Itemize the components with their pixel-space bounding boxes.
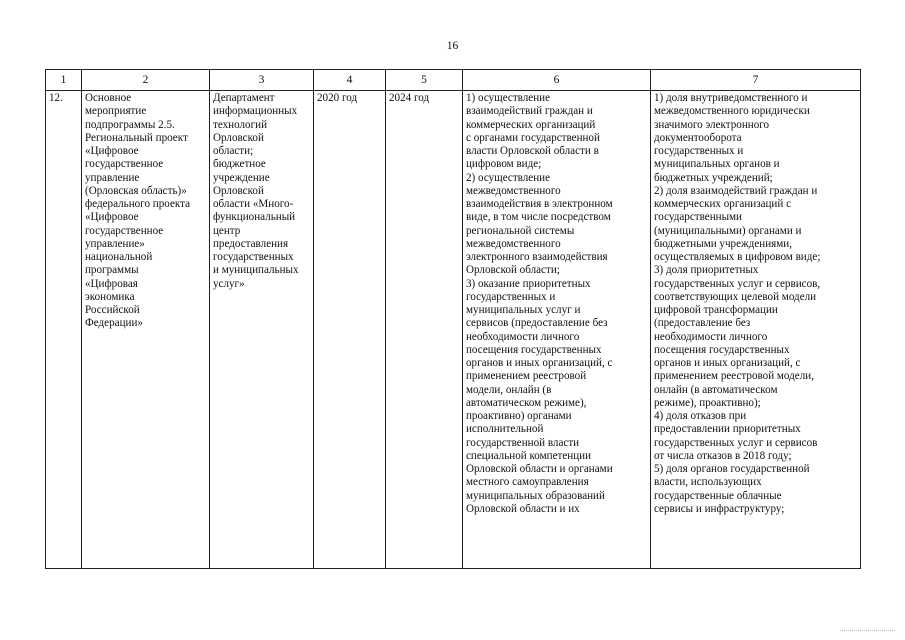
- text-line: государственные облачные: [654, 489, 782, 502]
- text-line: Орловской области и органами: [466, 463, 613, 475]
- header-col-4: 4: [314, 70, 386, 91]
- header-col-3: 3: [210, 70, 314, 91]
- text-line: электронного взаимодействия: [466, 251, 608, 263]
- text-line: государственное: [85, 224, 164, 237]
- text-line: предоставления: [213, 237, 289, 250]
- text-line: (предоставление без: [654, 317, 751, 330]
- text-line: «Цифровая: [85, 277, 138, 290]
- text-line: необходимости личного: [466, 330, 580, 343]
- text-line: органов и иных организаций, с: [654, 357, 801, 369]
- header-col-6: 6: [463, 70, 651, 91]
- text-line: региональной системы: [466, 224, 575, 237]
- header-col-2: 2: [82, 70, 210, 91]
- text-line: государственной власти: [466, 436, 580, 449]
- text-line: бюджетных учреждений;: [654, 171, 773, 184]
- text-line: Российской: [85, 304, 140, 316]
- executor-cell: [210, 91, 314, 569]
- text-line: экономика: [85, 290, 135, 303]
- expected-results-text: [466, 92, 647, 516]
- text-line: с органами государственной: [466, 131, 600, 144]
- text-line: Орловской области;: [466, 264, 560, 277]
- text-line: цифровой трансформации: [654, 304, 778, 316]
- text-line: модели, онлайн (в: [466, 383, 552, 396]
- text-line: государственных: [213, 251, 294, 263]
- text-line: исполнительной: [466, 423, 544, 436]
- text-line: муниципальных органов и: [654, 158, 780, 171]
- text-line: значимого электронного: [654, 118, 770, 131]
- text-line: информационных: [213, 105, 298, 118]
- text-line: национальной: [85, 251, 153, 263]
- text-line: (Орловская область)»: [85, 184, 187, 197]
- row-number-cell: [46, 91, 82, 569]
- text-line: и муниципальных: [213, 264, 299, 277]
- text-line: государственных услуг и сервисов: [654, 436, 818, 449]
- header-col-7: 7: [651, 70, 861, 91]
- text-line: технологий: [213, 118, 268, 131]
- table-row: [46, 91, 861, 569]
- text-line: необходимости личного: [654, 330, 768, 343]
- text-line: федерального проекта: [85, 198, 191, 210]
- text-line: муниципальных услуг и: [466, 304, 581, 316]
- text-line: автоматическом режиме),: [466, 396, 587, 409]
- text-line: услуг»: [213, 277, 245, 290]
- text-line: бюджетное: [213, 158, 266, 171]
- text-line: сервисы и инфраструктуру;: [654, 502, 785, 515]
- text-line: управление: [85, 171, 140, 184]
- start-year: 2020 год: [317, 92, 358, 104]
- text-line: сервисов (предоставление без: [466, 317, 608, 330]
- text-line: органов и иных организаций, с: [466, 357, 613, 369]
- text-line: власти, использующих: [654, 476, 762, 489]
- text-line: подпрограммы 2.5.: [85, 118, 175, 131]
- scan-edge-mark: [840, 630, 895, 636]
- text-line: государственных и: [466, 290, 556, 303]
- text-line: применением реестровой: [466, 370, 587, 383]
- text-line: соответствующих целевой модели: [654, 290, 817, 303]
- text-line: 1) осуществление: [466, 92, 551, 104]
- text-line: бюджетными учреждениями,: [654, 237, 792, 250]
- text-line: документооборота: [654, 131, 742, 144]
- text-line: цифровом виде;: [466, 158, 542, 171]
- text-line: государственное: [85, 158, 164, 171]
- text-line: специальной компетенции: [466, 449, 592, 462]
- page-number: 16: [446, 40, 459, 52]
- text-line: посещения государственных: [466, 343, 602, 356]
- text-line: государственных услуг и сервисов,: [654, 277, 821, 290]
- text-line: управление»: [85, 237, 145, 250]
- text-line: осуществляемых в цифровом виде;: [654, 251, 821, 263]
- event-name-text: [85, 92, 206, 331]
- text-line: Орловской области и их: [466, 502, 580, 515]
- text-line: 1) доля внутриведомственного и: [654, 92, 808, 104]
- text-line: мероприятие: [85, 105, 147, 118]
- text-line: коммерческих организаций с: [654, 198, 792, 210]
- indicators-cell: [651, 91, 861, 569]
- text-line: коммерческих организаций: [466, 118, 596, 131]
- text-line: межведомственного юридически: [654, 105, 810, 118]
- program-events-table: [45, 69, 861, 569]
- start-year-cell: [314, 91, 386, 569]
- text-line: 2) осуществление: [466, 171, 551, 184]
- text-line: программы: [85, 264, 139, 277]
- text-line: Орловской: [213, 184, 264, 197]
- indicators-text: [654, 92, 857, 516]
- text-line: виде, в том числе посредством: [466, 211, 611, 224]
- text-line: Орловской: [213, 131, 264, 144]
- text-line: режиме), проактивно);: [654, 396, 761, 409]
- text-line: области;: [213, 145, 254, 157]
- text-line: онлайн (в автоматическом: [654, 383, 778, 396]
- text-line: функциональный: [213, 211, 296, 224]
- text-line: государственных и: [654, 145, 744, 157]
- text-line: 5) доля органов государственной: [654, 463, 810, 475]
- text-line: (муниципальными) органами и: [654, 224, 802, 237]
- expected-results-cell: [463, 91, 651, 569]
- text-line: посещения государственных: [654, 343, 790, 356]
- header-row: [46, 70, 861, 91]
- text-line: взаимодействия в электронном: [466, 198, 613, 210]
- text-line: Департамент: [213, 92, 275, 104]
- header-col-5: 5: [386, 70, 463, 91]
- text-line: предоставлении приоритетных: [654, 423, 801, 436]
- row-number: 12.: [49, 92, 63, 104]
- text-line: 3) доля приоритетных: [654, 264, 759, 277]
- end-year: 2024 год: [389, 92, 430, 104]
- text-line: «Цифровое: [85, 145, 139, 157]
- text-line: от числа отказов в 2018 году;: [654, 449, 792, 462]
- text-line: Региональный проект: [85, 131, 188, 144]
- text-line: области «Много-: [213, 198, 294, 210]
- executor-text: [213, 92, 310, 291]
- text-line: 4) доля отказов при: [654, 410, 747, 422]
- text-line: учреждение: [213, 171, 270, 184]
- text-line: государственными: [654, 211, 742, 224]
- text-line: взаимодействий граждан и: [466, 105, 593, 118]
- text-line: проактивно) органами: [466, 410, 572, 422]
- text-line: центр: [213, 224, 241, 237]
- text-line: межведомственного: [466, 184, 561, 197]
- end-year-cell: [386, 91, 463, 569]
- event-name-cell: [82, 91, 210, 569]
- header-col-1: 1: [46, 70, 82, 91]
- text-line: применением реестровой модели,: [654, 370, 814, 383]
- text-line: местного самоуправления: [466, 476, 589, 489]
- text-line: власти Орловской области в: [466, 145, 599, 157]
- text-line: муниципальных образований: [466, 489, 605, 502]
- text-line: межведомственного: [466, 237, 561, 250]
- text-line: 2) доля взаимодействий граждан и: [654, 184, 818, 197]
- text-line: Федерации»: [85, 317, 143, 330]
- text-line: Основное: [85, 92, 132, 104]
- text-line: 3) оказание приоритетных: [466, 277, 591, 290]
- text-line: «Цифровое: [85, 211, 139, 224]
